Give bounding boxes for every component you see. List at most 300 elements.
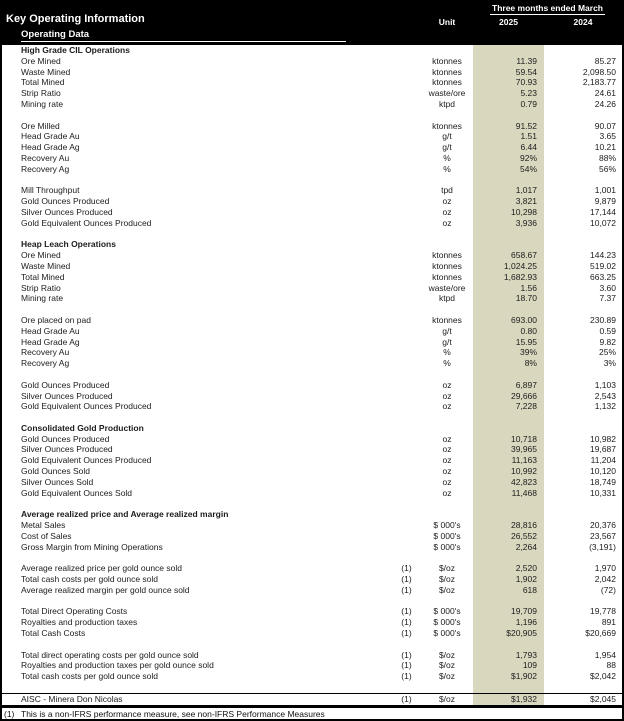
table-row [2, 153, 622, 164]
row-label [2, 229, 392, 240]
year-2025-column-header: 2025 [499, 17, 518, 27]
value-2024: 230.89 [590, 314, 616, 325]
value-2024 [544, 639, 622, 650]
value-2024: 19,687 [590, 444, 616, 455]
value-2025: $1,902 [473, 671, 544, 682]
row-label: Royalties and production taxes [21, 617, 138, 628]
row-label: Royalties and production taxes per gold ounce sold [21, 660, 214, 671]
footnote-ref [392, 369, 421, 380]
row-unit: ktonnes [432, 55, 462, 66]
unit-column-header: Unit [438, 17, 456, 27]
footnote-ref [392, 77, 421, 88]
footnote-ref [392, 121, 421, 132]
row-unit [421, 369, 473, 380]
spacer-row [2, 682, 622, 693]
row-unit: ktpd [438, 98, 456, 109]
value-2025 [473, 304, 544, 315]
value-2024: 10.21 [594, 142, 616, 153]
footnote-ref [392, 380, 421, 391]
value-2024: 10,120 [590, 466, 616, 477]
value-2024: 7.37 [599, 293, 616, 304]
value-2025: 1,024.25 [473, 261, 544, 272]
row-label: Gross Margin from Mining Operations [21, 541, 163, 552]
table-row [2, 250, 622, 261]
footnote-ref [392, 347, 421, 358]
value-2025: 658.67 [473, 250, 544, 261]
value-2025: 11.39 [473, 56, 544, 67]
table-row [2, 77, 622, 88]
row-unit: $/oz [438, 574, 456, 585]
value-2025 [473, 239, 544, 250]
row-label: Recovery Ag [21, 163, 70, 174]
row-unit: $ 000's [433, 520, 461, 531]
footnote-ref: (1) [401, 617, 412, 628]
row-unit [421, 423, 473, 434]
footnote-ref: (1) [401, 671, 412, 682]
value-2024: 56% [598, 163, 616, 174]
value-2025: 26,552 [473, 531, 544, 542]
value-2024: 24.61 [594, 88, 616, 99]
row-unit: oz [442, 379, 452, 390]
table-row [2, 56, 622, 67]
row-label: Ore Milled [21, 120, 60, 131]
value-2025: $1,932 [473, 694, 544, 705]
row-label: Head Grade Au [21, 325, 80, 336]
footnote-marker: (1) [4, 708, 15, 719]
row-unit [421, 509, 473, 520]
footnote-ref [392, 509, 421, 520]
row-label: Mining rate [21, 98, 64, 109]
table-row [2, 142, 622, 153]
value-2024: 11,204 [590, 455, 616, 466]
section-subtitle: Operating Data [21, 29, 346, 42]
footnote-ref [392, 455, 421, 466]
value-2025: 59.54 [473, 67, 544, 78]
value-2025: $20,905 [473, 628, 544, 639]
value-2024: $2,042 [590, 671, 616, 682]
footnote-ref [392, 196, 421, 207]
value-2024: 9,879 [594, 196, 616, 207]
value-2024: 891 [601, 617, 616, 628]
value-2024: 1,001 [594, 185, 616, 196]
footnote-ref [392, 261, 421, 272]
row-unit [421, 639, 473, 650]
operating-data-table [2, 45, 622, 705]
value-2024: 0.59 [599, 325, 616, 336]
row-unit: g/t [442, 325, 452, 336]
row-label: Total Mined [21, 271, 65, 282]
value-2025 [473, 639, 544, 650]
value-2024: 18,749 [590, 476, 616, 487]
row-unit: ktonnes [432, 120, 462, 131]
footnote-ref [392, 45, 421, 56]
row-label: Waste Mined [21, 260, 71, 271]
table-row [2, 315, 622, 326]
value-2024: (72) [600, 584, 616, 595]
row-label [2, 498, 392, 509]
table-row [2, 261, 622, 272]
row-label: Silver Ounces Produced [21, 444, 113, 455]
footnote-text: This is a non-IFRS performance measure, see non-IFRS Performance Measures [21, 708, 325, 719]
row-unit: $ 000's [433, 606, 461, 617]
footnote-ref [392, 596, 421, 607]
table-row [2, 99, 622, 110]
value-2024: 3.65 [599, 131, 616, 142]
value-2025: 5.23 [473, 88, 544, 99]
row-label: Silver Ounces Sold [21, 476, 94, 487]
row-label: Total Mined [21, 77, 65, 88]
value-2025 [473, 229, 544, 240]
value-2024: 519.02 [590, 260, 616, 271]
row-label: Head Grade Ag [21, 336, 80, 347]
row-unit: $/oz [438, 693, 456, 704]
row-label: AISC - Minera Don Nicolas [21, 693, 123, 704]
value-2025 [473, 369, 544, 380]
table-row [2, 444, 622, 455]
footnote-ref [392, 531, 421, 542]
row-unit: tpd [441, 185, 453, 196]
table-row [2, 563, 622, 574]
value-2025 [473, 423, 544, 434]
footnote-ref [392, 552, 421, 563]
footnote-ref: (1) [401, 649, 412, 660]
table-row [2, 185, 622, 196]
value-2024: $20,669 [585, 628, 616, 639]
row-label: Recovery Au [21, 152, 70, 163]
table-row [2, 337, 622, 348]
table-row [2, 606, 622, 617]
value-2024: 20,376 [590, 520, 616, 531]
row-label [2, 412, 392, 423]
row-unit: ktonnes [432, 77, 462, 88]
row-unit: $ 000's [433, 541, 461, 552]
footnote-ref [392, 682, 421, 693]
footnote-ref [392, 542, 421, 553]
footnote-ref [392, 67, 421, 78]
row-label [2, 175, 392, 186]
table-row [2, 347, 622, 358]
row-label: Mining rate [21, 293, 64, 304]
row-label: Strip Ratio [21, 88, 61, 99]
spacer-row [2, 596, 622, 607]
value-2025: 29,666 [473, 391, 544, 402]
row-unit: g/t [442, 142, 452, 153]
table-row [2, 121, 622, 132]
row-label: Total Direct Operating Costs [21, 606, 128, 617]
footnote-ref: (1) [401, 606, 412, 617]
row-label: High Grade CIL Operations [21, 45, 130, 55]
footnote-ref [392, 239, 421, 250]
value-2025: 693.00 [473, 315, 544, 326]
footnote-ref [392, 250, 421, 261]
row-label: Ore Mined [21, 55, 61, 66]
row-label: Mill Throughput [21, 185, 80, 196]
footnote-ref [392, 56, 421, 67]
row-unit: ktonnes [432, 260, 462, 271]
value-2024: 10,331 [590, 487, 616, 498]
table-row [2, 585, 622, 596]
footnote-ref [392, 639, 421, 650]
value-2025: 7,228 [473, 401, 544, 412]
row-unit: $/oz [438, 649, 456, 660]
footnote-ref [392, 142, 421, 153]
footnote-ref [392, 272, 421, 283]
row-unit: % [443, 347, 451, 358]
value-2024 [544, 552, 622, 563]
table-row [2, 196, 622, 207]
footnote-ref [392, 444, 421, 455]
value-2025: 10,992 [473, 466, 544, 477]
row-label [2, 596, 392, 607]
row-unit [421, 412, 473, 423]
spacer-row [2, 175, 622, 186]
value-2025: 11,163 [473, 455, 544, 466]
value-2025: 8% [473, 358, 544, 369]
value-2025 [473, 110, 544, 121]
value-2024: 10,982 [590, 433, 616, 444]
spacer-row [2, 369, 622, 380]
row-label: Recovery Ag [21, 358, 70, 369]
value-2024: (3,191) [589, 541, 616, 552]
value-2025 [473, 682, 544, 693]
footnote-ref [392, 358, 421, 369]
spacer-row [2, 498, 622, 509]
value-2024: 2,098.50 [582, 66, 616, 77]
value-2024: 19,778 [590, 606, 616, 617]
row-label: Total Cash Costs [21, 628, 86, 639]
table-row [2, 283, 622, 294]
value-2025: 1.51 [473, 131, 544, 142]
value-2024 [544, 239, 622, 250]
value-2024: 1,132 [594, 401, 616, 412]
footnote-ref [392, 99, 421, 110]
row-unit: $ 000's [433, 628, 461, 639]
row-unit: oz [442, 487, 452, 498]
section-header-row [2, 509, 622, 520]
section-header-row [2, 239, 622, 250]
row-label: Gold Equivalent Ounces Produced [21, 401, 152, 412]
spacer-row [2, 304, 622, 315]
value-2025: 10,298 [473, 207, 544, 218]
row-label [2, 639, 392, 650]
value-2024: 2,543 [594, 390, 616, 401]
footnote-ref [392, 315, 421, 326]
row-unit [421, 239, 473, 250]
row-unit: g/t [442, 131, 452, 142]
value-2024 [544, 229, 622, 240]
footnote-ref: (1) [401, 693, 412, 704]
row-unit: $ 000's [433, 530, 461, 541]
value-2025: 3,936 [473, 218, 544, 229]
table-row [2, 520, 622, 531]
row-unit: $/oz [438, 671, 456, 682]
value-2025: 1,902 [473, 574, 544, 585]
table-row [2, 272, 622, 283]
value-2024: 2,183.77 [582, 77, 616, 88]
footnote-ref [392, 110, 421, 121]
table-row [2, 207, 622, 218]
row-label [2, 110, 392, 121]
value-2024: 90.07 [594, 120, 616, 131]
spacer-row [2, 552, 622, 563]
row-label: Cost of Sales [21, 530, 72, 541]
table-row [2, 628, 622, 639]
footnote-ref [392, 434, 421, 445]
footnote-ref [392, 304, 421, 315]
footnote-ref [392, 466, 421, 477]
value-2025: 18.70 [473, 293, 544, 304]
footnote-ref [392, 337, 421, 348]
table-row [2, 542, 622, 553]
footnote-ref [392, 401, 421, 412]
footnote-ref [392, 207, 421, 218]
value-2025 [473, 509, 544, 520]
table-row [2, 391, 622, 402]
value-2024: 25% [598, 347, 616, 358]
value-2024: 23,567 [590, 530, 616, 541]
table-row [2, 293, 622, 304]
row-label: Consolidated Gold Production [21, 422, 144, 433]
value-2024 [544, 412, 622, 423]
value-2024: 85.27 [594, 55, 616, 66]
value-2025: 54% [473, 164, 544, 175]
value-2025: 15.95 [473, 337, 544, 348]
value-2024: 88% [598, 152, 616, 163]
page-title: Key Operating Information [6, 13, 145, 25]
footnote-ref [392, 175, 421, 186]
value-2025: 109 [473, 660, 544, 671]
table-row [2, 455, 622, 466]
footnote-ref [392, 88, 421, 99]
table-row [2, 650, 622, 661]
value-2024: 144.23 [590, 250, 616, 261]
footnote-ref [392, 488, 421, 499]
row-label: Gold Ounces Sold [21, 466, 90, 477]
row-label: Gold Equivalent Ounces Produced [21, 455, 152, 466]
footnote-ref [392, 520, 421, 531]
footnote-ref [392, 164, 421, 175]
row-label: Head Grade Ag [21, 142, 80, 153]
period-header [473, 3, 622, 15]
row-unit: oz [442, 466, 452, 477]
value-2024: 1,970 [594, 563, 616, 574]
row-label: Total cash costs per gold ounce sold [21, 574, 159, 585]
row-unit [421, 596, 473, 607]
header-band [2, 2, 622, 45]
value-2025: 19,709 [473, 606, 544, 617]
value-2024: 2,042 [594, 574, 616, 585]
spacer-row [2, 639, 622, 650]
row-unit [421, 552, 473, 563]
row-unit: oz [442, 433, 452, 444]
table-row [2, 671, 622, 682]
footnote-ref [392, 293, 421, 304]
value-2024 [544, 369, 622, 380]
value-2024: 9.82 [599, 336, 616, 347]
value-2024: 88 [606, 660, 616, 671]
value-2024 [544, 304, 622, 315]
row-label: Waste Mined [21, 66, 71, 77]
value-2024: 3% [603, 358, 616, 369]
value-2025: 3,821 [473, 196, 544, 207]
row-unit: ktpd [438, 293, 456, 304]
row-unit [421, 682, 473, 693]
footnote-ref [392, 477, 421, 488]
row-unit: oz [442, 206, 452, 217]
row-label: Total cash costs per gold ounce sold [21, 671, 159, 682]
row-label: Total direct operating costs per gold ounce sold [21, 649, 199, 660]
row-unit: ktonnes [432, 314, 462, 325]
value-2024: 1,954 [594, 649, 616, 660]
row-unit: $/oz [438, 584, 456, 595]
footnote-ref [392, 498, 421, 509]
value-2025: 0.80 [473, 326, 544, 337]
footnote-ref [392, 326, 421, 337]
table-row [2, 380, 622, 391]
row-unit: oz [442, 390, 452, 401]
value-2025 [473, 552, 544, 563]
spacer-row [2, 229, 622, 240]
value-2024 [544, 682, 622, 693]
row-label [2, 369, 392, 380]
value-2024 [544, 110, 622, 121]
value-2025: 42,823 [473, 477, 544, 488]
footnote-ref [392, 218, 421, 229]
row-label [2, 552, 392, 563]
value-2025: 1,196 [473, 617, 544, 628]
row-unit [421, 45, 473, 56]
value-2025: 1,017 [473, 185, 544, 196]
row-label [2, 304, 392, 315]
footnote-ref: (1) [401, 584, 412, 595]
footnote-ref [392, 423, 421, 434]
value-2025 [473, 412, 544, 423]
value-2024: 10,072 [590, 217, 616, 228]
value-2024 [544, 509, 622, 520]
value-2024: $2,045 [590, 693, 616, 704]
row-label: Head Grade Au [21, 131, 80, 142]
row-label: Average realized margin per gold ounce sold [21, 584, 190, 595]
footnote-ref [392, 153, 421, 164]
table-row [2, 466, 622, 477]
table-row [2, 477, 622, 488]
value-2025: 10,718 [473, 434, 544, 445]
footnote-ref [392, 131, 421, 142]
value-2025: 28,816 [473, 520, 544, 531]
row-unit: oz [442, 217, 452, 228]
row-unit: % [443, 163, 451, 174]
value-2025: 6,897 [473, 380, 544, 391]
table-row [2, 434, 622, 445]
table-row [2, 693, 622, 705]
section-header-row [2, 45, 622, 56]
section-header-row [2, 423, 622, 434]
period-label: Three months ended March [492, 3, 603, 13]
value-2025: 1.56 [473, 283, 544, 294]
footnote-ref [392, 283, 421, 294]
row-unit [421, 229, 473, 240]
row-unit [421, 110, 473, 121]
footnote-ref [392, 229, 421, 240]
value-2024: 24.26 [594, 98, 616, 109]
row-unit: % [443, 358, 451, 369]
table-row [2, 358, 622, 369]
row-unit [421, 498, 473, 509]
table-row [2, 531, 622, 542]
table-row [2, 218, 622, 229]
row-label: Gold Ounces Produced [21, 379, 110, 390]
value-2025: 92% [473, 153, 544, 164]
